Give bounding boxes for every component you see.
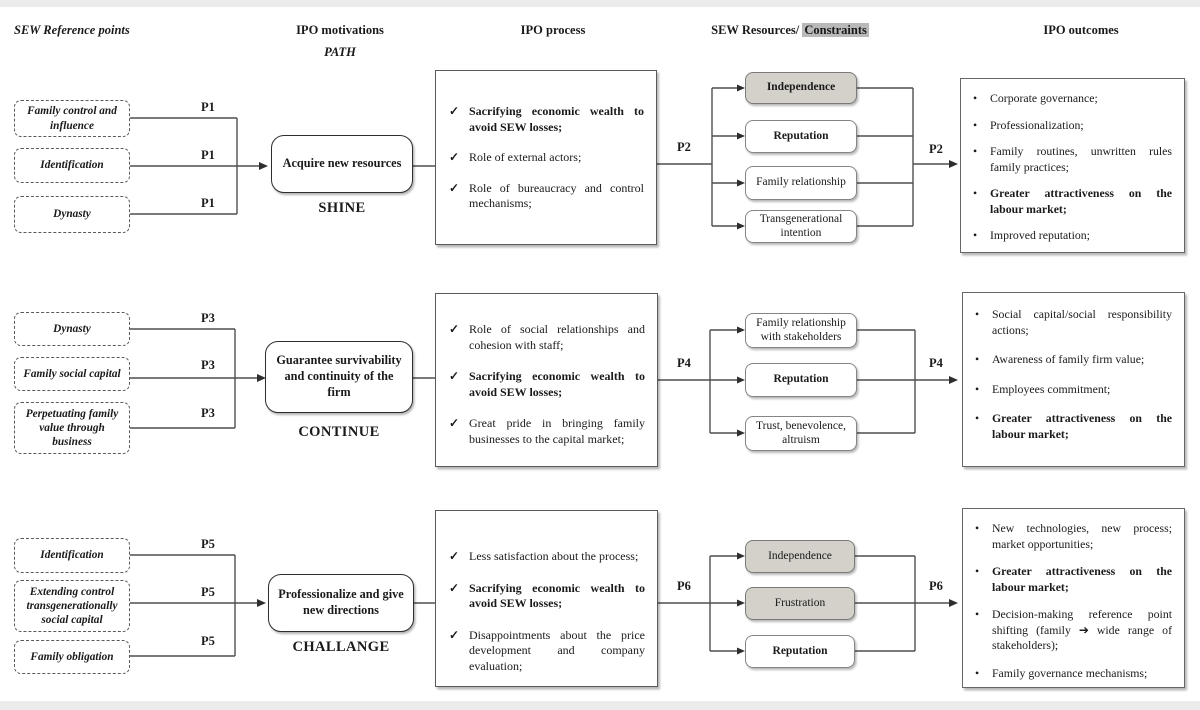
proposition-label-p3: P3 (201, 311, 215, 325)
process-item-text: Great pride in bringing family businesses to the capital market; (469, 416, 645, 446)
path-label-challange: CHALLANGE (292, 639, 390, 655)
process-box-row2 (435, 293, 658, 467)
header-ipo-process: IPO process (520, 23, 586, 37)
outcome-item-text: New technologies, new process; market opportunities; (992, 521, 1172, 551)
reference-box-extending-control: Extending control transgenerationally social capital (14, 580, 130, 632)
proposition-label-p3: P3 (201, 358, 215, 372)
resource-box-trust-benevolence-altruism: Trust, benevolence, altruism (745, 416, 857, 451)
proposition-label-p1: P1 (201, 100, 215, 114)
process-item (449, 416, 645, 447)
resource-box-independence: Independence (745, 72, 857, 104)
bullet-icon: • (973, 144, 978, 159)
process-box-row1 (435, 70, 657, 245)
outcome-item (973, 411, 1172, 442)
path-label-continue: CONTINUE (298, 424, 380, 440)
motivation-box-acquire-resources: Acquire new resources (271, 135, 413, 193)
header-sew-resources-text: SEW Resources/ (711, 23, 800, 37)
outcome-item-text: Family governance mechanisms; (992, 665, 1148, 680)
resource-box-reputation: Reputation (745, 635, 855, 668)
proposition-label-p4: P4 (677, 356, 691, 370)
check-icon: ✓ (449, 369, 460, 384)
bullet-icon: • (975, 411, 980, 426)
reference-box-dynasty: Dynasty (14, 312, 130, 346)
reference-box-identification: Identification (14, 538, 130, 573)
proposition-label-p3: P3 (201, 406, 215, 420)
bullet-icon: • (975, 307, 980, 321)
outcome-item-text: Family routines, unwritten rules family practices; (990, 144, 1172, 174)
outcome-item-text: Improved reputation; (990, 228, 1090, 243)
outcome-item (971, 144, 1172, 175)
check-icon: ✓ (449, 627, 460, 642)
outcome-item-text: Greater attractiveness on the labour market; (992, 411, 1172, 441)
header-constraints-highlight: Constraints (804, 23, 867, 37)
outcome-item-text: Employees commitment; (992, 381, 1111, 396)
proposition-label-p5: P5 (201, 634, 215, 648)
process-item-text: Sacrifying economic wealth to avoid SEW losses; (469, 104, 644, 134)
process-item (449, 150, 644, 166)
reference-box-identification: Identification (14, 148, 130, 183)
process-item-text: Role of external actors; (469, 150, 582, 165)
outcome-item-text: Social capital/social responsibility actions; (992, 307, 1172, 337)
process-item-text: Role of social relationships and cohesion with staff; (469, 322, 645, 352)
proposition-label-p6: P6 (929, 579, 943, 593)
reference-box-perpetuating-family-value: Perpetuating family value through business (14, 402, 130, 454)
proposition-label-p6: P6 (677, 579, 691, 593)
outcome-item (973, 521, 1172, 552)
outcome-item-text: Professionalization; (990, 117, 1084, 132)
path-label-shine: SHINE (318, 200, 366, 216)
process-item (449, 628, 645, 675)
outcome-item (973, 352, 1172, 368)
process-item (449, 104, 644, 135)
resource-box-reputation: Reputation (745, 120, 857, 153)
process-box-row3 (435, 510, 658, 687)
resource-box-family-relationship: Family relationship (745, 166, 857, 200)
proposition-label-p1: P1 (201, 148, 215, 162)
motivation-box-guarantee-survivability: Guarantee survivability and continuity of the firm (265, 341, 413, 413)
check-icon: ✓ (449, 416, 460, 431)
proposition-label-p5: P5 (201, 537, 215, 551)
reference-box-family-obligation: Family obligation (14, 640, 130, 674)
process-item (449, 181, 644, 212)
header-sew-resources-constraints (700, 23, 880, 38)
proposition-label-p2: P2 (677, 140, 691, 154)
outcome-item (973, 564, 1172, 595)
process-item (449, 581, 645, 612)
resource-box-transgenerational-intention: Transgenerational intention (745, 210, 857, 243)
header-sew-reference-points: SEW Reference points (14, 23, 130, 37)
check-icon: ✓ (449, 150, 460, 165)
outcome-item-text: Decision-making reference point shifting (family ➔ wide range of stakeholders); (992, 607, 1172, 653)
bullet-icon: • (973, 186, 978, 201)
resource-box-family-relationship-stakeholders: Family relationship with stakeholders (745, 313, 857, 348)
proposition-label-p5: P5 (201, 585, 215, 599)
reference-box-family-social-capital: Family social capital (14, 357, 130, 391)
process-item-text: Sacrifying economic wealth to avoid SEW losses; (469, 369, 645, 399)
outcome-item (971, 118, 1172, 134)
process-item (449, 549, 645, 565)
resource-box-independence: Independence (745, 540, 855, 573)
outcome-item (973, 382, 1172, 398)
process-item (449, 322, 645, 353)
outcomes-box-row1 (960, 78, 1185, 253)
process-item-text: Sacrifying economic wealth to avoid SEW losses; (469, 580, 645, 611)
header-ipo-motivations: IPO motivations (296, 23, 384, 37)
proposition-label-p2: P2 (929, 142, 943, 156)
process-item-text: Disappointments about the price development and company evaluation; (469, 627, 645, 673)
outcome-item-text: Corporate governance; (990, 91, 1098, 105)
proposition-label-p1: P1 (201, 196, 215, 210)
bullet-icon: • (975, 607, 980, 622)
check-icon: ✓ (449, 322, 460, 336)
bullet-icon: • (975, 381, 980, 396)
outcomes-box-row2 (962, 292, 1185, 467)
check-icon: ✓ (449, 104, 460, 118)
outcome-item (971, 228, 1172, 244)
bullet-icon: • (973, 228, 978, 243)
bullet-icon: • (973, 117, 978, 132)
check-icon: ✓ (449, 580, 460, 595)
process-item (449, 369, 645, 400)
motivation-box-professionalize: Professionalize and give new directions (268, 574, 414, 632)
resource-box-reputation: Reputation (745, 363, 857, 397)
outcome-item (973, 666, 1172, 682)
process-item-text: Role of bureaucracy and control mechanisms; (469, 180, 644, 211)
reference-box-dynasty: Dynasty (14, 196, 130, 233)
process-item-text: Less satisfaction about the process; (469, 549, 639, 563)
bullet-icon: • (973, 91, 978, 105)
bullet-icon: • (975, 665, 980, 680)
bullet-icon: • (975, 352, 980, 367)
outcome-item (971, 186, 1172, 217)
check-icon: ✓ (449, 549, 460, 563)
check-icon: ✓ (449, 180, 460, 195)
resource-box-frustration: Frustration (745, 587, 855, 620)
bullet-icon: • (975, 564, 980, 579)
proposition-label-p4: P4 (929, 356, 943, 370)
outcome-item-text: Greater attractiveness on the labour market; (990, 186, 1172, 216)
header-path: PATH (324, 45, 356, 59)
reference-box-family-control: Family control and influence (14, 100, 130, 137)
bullet-icon: • (975, 521, 980, 535)
outcome-item (971, 91, 1172, 107)
outcomes-box-row3 (962, 508, 1185, 688)
header-ipo-outcomes: IPO outcomes (1043, 23, 1119, 37)
outcome-item (973, 607, 1172, 654)
outcome-item (973, 307, 1172, 338)
outcome-item-text: Awareness of family firm value; (992, 352, 1145, 367)
outcome-item-text: Greater attractiveness on the labour market; (992, 564, 1172, 594)
